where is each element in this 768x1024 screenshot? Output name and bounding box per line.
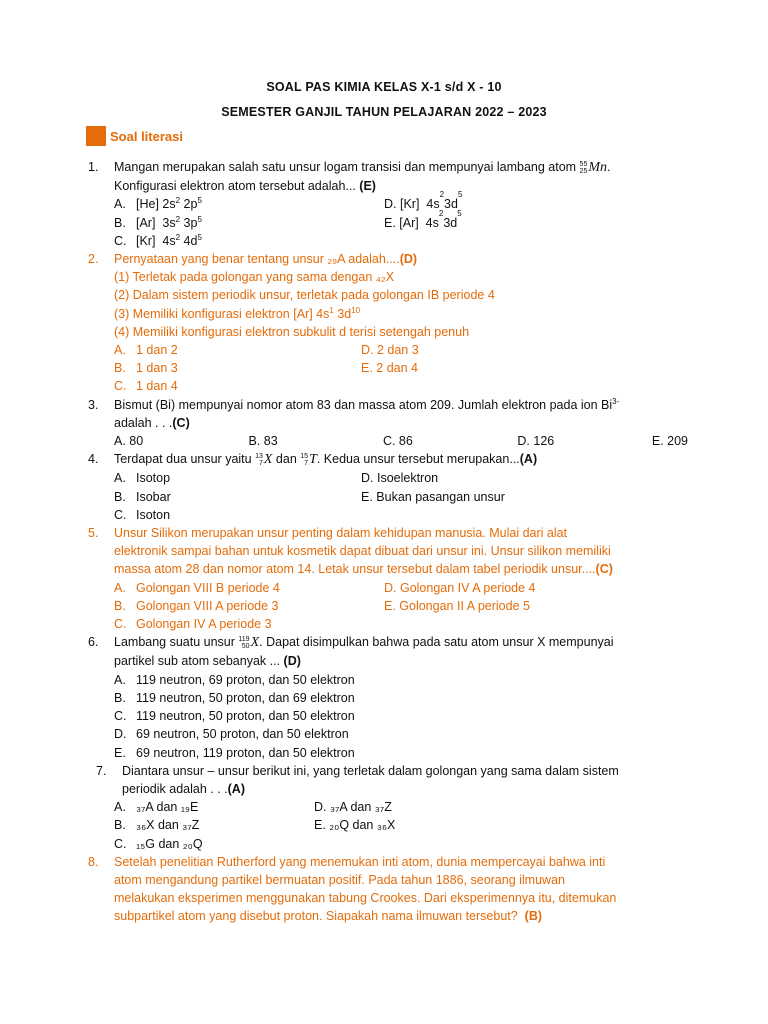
document-title: SOAL PAS KIMIA KELAS X-1 s/d X - 10 xyxy=(266,80,502,94)
statement: (2) Dalam sistem periodik unsur, terletak pada golongan IB periode 4 xyxy=(114,288,495,303)
answer-key: (A) xyxy=(227,781,245,796)
option-row: C. 119 neutron, 50 proton, dan 50 elektron xyxy=(114,709,355,724)
question-text: Konfigurasi elektron atom tersebut adalah... (E) xyxy=(114,179,376,194)
answer-key: (D) xyxy=(283,654,301,669)
option-row: C. [Kr] $4s^2$ $4d^5$ xyxy=(114,232,202,248)
answer-key: (B) xyxy=(524,909,543,924)
option-row: A. [He] $2s^2$ $2p^5$ D. [Kr] 4s 2 3d 5 xyxy=(114,190,463,212)
question-8: 8. Setelah penelitian Rutherford yang menemukan inti atom, dunia mempercayai bahwa inti atom mengandung partikel bermuatan positif. Pada tahun 1886, seorang ilmuwan melakukan eksperimen menggunakan tabung Crookes. Dari eksperimennya itu, ditemukan subpartikel atom yang disebut proton. Siapakah nama ilmuwan tersebut? (B) xyxy=(88,854,617,924)
question-1 xyxy=(88,158,688,195)
isotope-notation: 15 7 xyxy=(300,452,309,467)
option-row: A. 1 dan 2 D. 2 dan 3 xyxy=(114,343,419,358)
question-3: 3. Bismut (Bi) mempunyai nomor atom 83 dan massa atom 209. Jumlah elektron pada ion $Bi^{3-}$ adalah . . .(C) xyxy=(88,396,620,430)
statement: (1) Terletak pada golongan yang sama dengan ₄₂X xyxy=(114,270,395,285)
answer-key: (E) xyxy=(359,179,376,194)
option-row: A. ₃₇A dan ₁₉E D. ₃₇A dan ₃₇Z xyxy=(114,800,392,815)
answer-key: (C) xyxy=(595,562,613,577)
option-row: C. 1 dan 4 xyxy=(114,379,178,394)
section-label: Soal literasi xyxy=(110,128,183,144)
question-text: Mangan merupakan salah satu unsur logam transisi dan mempunyai lambang atom 55 25 Mn. xyxy=(114,160,611,175)
option-row: B. ₃₆X dan ₃₇Z E. ₂₀Q dan ₃₆X xyxy=(114,818,396,833)
answer-key: (A) xyxy=(519,452,538,467)
document-subtitle: SEMESTER GANJIL TAHUN PELAJARAN 2022 – 2023 xyxy=(221,105,547,119)
option-row: B. Isobar E. Bukan pasangan unsur xyxy=(114,489,505,504)
option-row: E. 69 neutron, 119 proton, dan 50 elektron xyxy=(114,745,355,760)
option-row: A. Golongan VIII B periode 4 D. Golongan IV A periode 4 xyxy=(114,580,536,595)
section-heading xyxy=(86,126,183,146)
isotope-notation: 119 50 xyxy=(238,635,250,650)
answer-key: (C) xyxy=(172,415,190,430)
option-row: A. 119 neutron, 69 proton, dan 50 elektron xyxy=(114,672,355,687)
option-row: C. Golongan IV A periode 3 xyxy=(114,617,272,632)
question-6: 6. Lambang suatu unsur 119 50 X. Dapat disimpulkan bahwa pada satu atom unsur X mempunyai partikel sub atom sebanyak ... (D) xyxy=(88,635,614,669)
question-number: 1. xyxy=(88,160,99,174)
answer-key: (D) xyxy=(399,252,418,267)
option-row: B. 119 neutron, 50 proton, dan 69 elektron xyxy=(114,690,355,705)
question-5: 5. Unsur Silikon merupakan unsur penting dalam kehidupan manusia. Mulai dari alat elektronik sampai bahan untuk kosmetik dapat dibuat dari unsur ini. Unsur silikon memiliki massa atom 28 dan nomor atom 14. Letak unsur tersebut dalam tabel periodik unsur....(C) xyxy=(88,526,613,577)
option-row: C. Isoton xyxy=(114,507,171,522)
option-row: A. 80 B. 83 C. 86 D. 126 E. 209 xyxy=(114,434,689,449)
statement: (4) Memiliki konfigurasi elektron subkulit d terisi setengah penuh xyxy=(114,324,470,339)
option-row: B. Golongan VIII A periode 3 E. Golongan II A periode 5 xyxy=(114,598,530,613)
option-row: A. Isotop D. Isoelektron xyxy=(114,471,439,486)
question-list xyxy=(88,158,688,926)
isotope-notation: 55 25 xyxy=(579,160,588,175)
section-marker-icon xyxy=(86,126,106,146)
statement: (3) Memiliki konfigurasi elektron [Ar] $4s^1$ $3d^{10}$ xyxy=(114,305,361,321)
question-4: 4. Terdapat dua unsur yaitu 13 7 X dan 15 7 T. Kedua unsur tersebut merupakan...(A) xyxy=(88,452,538,468)
option-row: B. [Ar] $3s^2$ $3p^5$ E. [Ar] 4s 2 3d 5 xyxy=(114,208,462,230)
option-row: D. 69 neutron, 50 proton, dan 50 elektron xyxy=(114,727,349,742)
option-row: C. ₁₅G dan ₂₀Q xyxy=(114,836,203,851)
isotope-notation: 13 7 xyxy=(255,452,263,467)
question-7: 7. Diantara unsur – unsur berikut ini, yang terletak dalam golongan yang sama dalam sistem periodik adalah . . .(A) xyxy=(96,763,619,796)
option-row: B. 1 dan 3 E. 2 dan 4 xyxy=(114,361,418,376)
question-2: 2. Pernyataan yang benar tentang unsur ₂₉A adalah....(D) xyxy=(88,252,418,267)
